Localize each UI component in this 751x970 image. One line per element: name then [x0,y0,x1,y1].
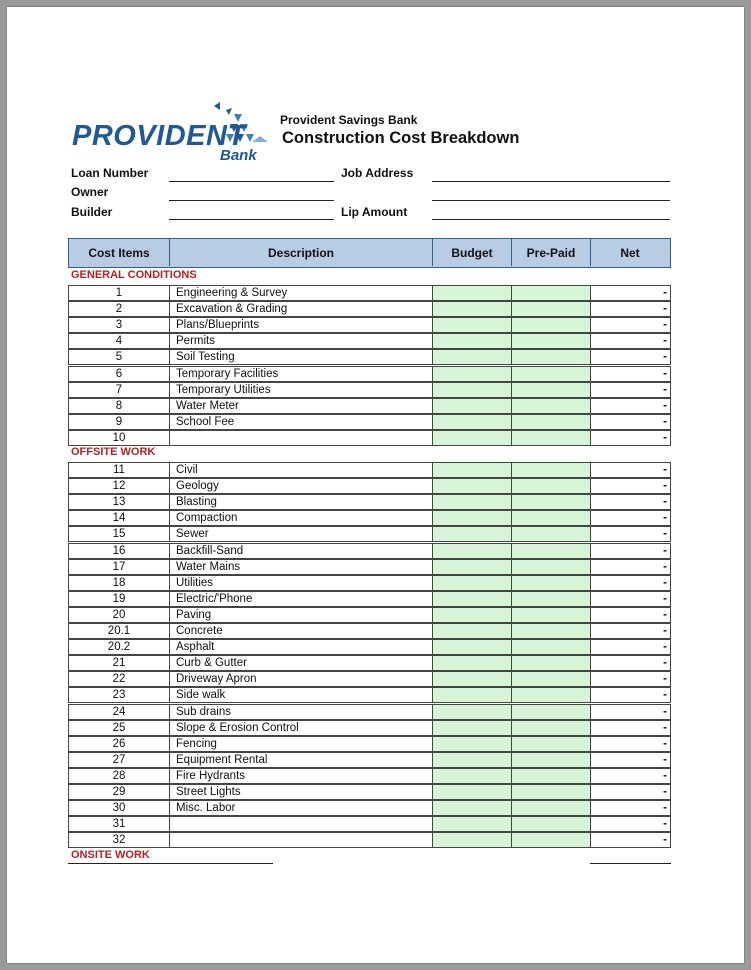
budget-cell[interactable] [432,462,511,478]
cost-item-description: Water Mains [169,559,432,575]
net-cell: - [590,317,671,333]
pre-paid-cell[interactable] [511,382,590,398]
budget-cell[interactable] [432,639,511,655]
net-cell: - [590,462,671,478]
pre-paid-cell[interactable] [511,349,590,365]
builder-field[interactable] [169,219,334,220]
onsite-work-underline [68,863,273,864]
cost-item-description: Civil [169,462,432,478]
pre-paid-cell[interactable] [511,623,590,639]
cost-item-number: 20.1 [68,623,169,639]
section-title: ONSITE WORK [71,849,150,861]
cost-item-number: 13 [68,494,169,510]
cost-item-number: 17 [68,559,169,575]
table-row [68,301,671,317]
cost-item-description: School Fee [169,414,432,430]
net-cell: - [590,366,671,382]
cost-item-description: Soil Testing [169,349,432,365]
table-row [68,736,671,752]
column-header-pre-paid: Pre-Paid [512,239,591,266]
cost-item-number: 20.2 [68,639,169,655]
table-row [68,575,671,591]
lip-amount-label: Lip Amount [341,205,408,219]
cost-item-description: Blasting [169,494,432,510]
budget-cell[interactable] [432,623,511,639]
cost-item-number: 31 [68,816,169,832]
table-row [68,462,671,478]
section-title: GENERAL CONDITIONS [71,269,197,281]
pre-paid-cell[interactable] [511,543,590,559]
cost-item-number: 23 [68,687,169,703]
table-row [68,382,671,398]
cost-item-description: Sewer [169,526,432,542]
table-row [68,639,671,655]
budget-cell[interactable] [432,301,511,317]
budget-cell[interactable] [432,784,511,800]
net-cell: - [590,478,671,494]
budget-cell[interactable] [432,671,511,687]
cost-item-description: Water Meter [169,398,432,414]
cost-item-number: 16 [68,543,169,559]
net-cell: - [590,655,671,671]
pre-paid-cell[interactable] [511,510,590,526]
net-cell: - [590,687,671,703]
cost-item-description: Electric/'Phone [169,591,432,607]
pre-paid-cell[interactable] [511,462,590,478]
document-page [7,7,744,963]
lip-amount-field[interactable] [432,219,670,220]
net-cell: - [590,414,671,430]
net-cell: - [590,816,671,832]
budget-cell[interactable] [432,559,511,575]
net-cell: - [590,494,671,510]
budget-cell[interactable] [432,687,511,703]
owner-label: Owner [71,185,109,199]
budget-cell[interactable] [432,510,511,526]
net-cell: - [590,752,671,768]
column-header-description: Description [170,239,433,266]
cost-item-description: Sub drains [169,704,432,720]
cost-item-number: 3 [68,317,169,333]
table-row [68,414,671,430]
net-cell: - [590,720,671,736]
cost-item-description: Plans/Blueprints [169,317,432,333]
pre-paid-cell[interactable] [511,301,590,317]
table-row [68,800,671,816]
table-row [68,655,671,671]
budget-cell[interactable] [432,285,511,301]
net-cell: - [590,543,671,559]
cost-item-description: Paving [169,607,432,623]
cost-item-number: 19 [68,591,169,607]
pre-paid-cell[interactable] [511,575,590,591]
budget-cell[interactable] [432,382,511,398]
pre-paid-cell[interactable] [511,559,590,575]
column-header-net: Net [620,245,640,260]
cost-item-description: Concrete [169,623,432,639]
cost-item-description: Excavation & Grading [169,301,432,317]
net-cell: - [590,671,671,687]
budget-cell[interactable] [432,317,511,333]
net-cell: - [590,430,671,446]
pre-paid-cell[interactable] [511,832,590,848]
cost-item-number: 11 [68,462,169,478]
table-row [68,591,671,607]
owner-field[interactable] [169,200,334,201]
pre-paid-cell[interactable] [511,591,590,607]
pre-paid-cell[interactable] [511,784,590,800]
pre-paid-cell[interactable] [511,430,590,446]
table-row [68,510,671,526]
cost-item-description: Compaction [169,510,432,526]
cost-item-description [169,832,432,848]
table-row [68,333,671,349]
pre-paid-cell[interactable] [511,704,590,720]
cost-item-description: Backfill-Sand [169,543,432,559]
table-row [68,768,671,784]
budget-cell[interactable] [432,333,511,349]
net-cell: - [590,510,671,526]
pre-paid-cell[interactable] [511,526,590,542]
pre-paid-cell[interactable] [511,671,590,687]
table-row [68,398,671,414]
cost-item-number: 14 [68,510,169,526]
cost-item-number: 6 [68,366,169,382]
column-header-cost-items: Cost Items [69,239,170,266]
cost-item-description: Driveway Apron [169,671,432,687]
net-cell: - [590,285,671,301]
cost-item-description: Geology [169,478,432,494]
pre-paid-cell[interactable] [511,333,590,349]
pre-paid-cell[interactable] [511,478,590,494]
pre-paid-cell[interactable] [511,752,590,768]
bank-name: Provident Savings Bank [280,113,418,127]
cost-item-number: 27 [68,752,169,768]
table-row [68,623,671,639]
cost-item-number: 30 [68,800,169,816]
cost-item-number: 18 [68,575,169,591]
pre-paid-cell[interactable] [511,398,590,414]
table-row [68,559,671,575]
cost-item-description [169,816,432,832]
loan-number-field[interactable] [169,181,334,182]
net-cell: - [590,591,671,607]
net-cell: - [590,800,671,816]
pre-paid-cell[interactable] [511,639,590,655]
cost-item-description: Misc. Labor [169,800,432,816]
pre-paid-cell[interactable] [511,607,590,623]
budget-cell[interactable] [432,398,511,414]
cost-item-number: 22 [68,671,169,687]
budget-cell[interactable] [432,478,511,494]
net-cell: - [590,639,671,655]
cost-item-number: 24 [68,704,169,720]
cost-item-number: 7 [68,382,169,398]
budget-cell[interactable] [432,720,511,736]
cost-item-number: 15 [68,526,169,542]
cost-item-number: 10 [68,430,169,446]
table-row [68,478,671,494]
cost-item-number: 4 [68,333,169,349]
table-row [68,704,671,720]
cost-item-description: Utilities [169,575,432,591]
net-cell: - [590,736,671,752]
pre-paid-cell[interactable] [511,317,590,333]
pre-paid-cell[interactable] [511,414,590,430]
net-cell: - [590,768,671,784]
table-row [68,526,671,542]
cost-item-number: 12 [68,478,169,494]
table-row [68,720,671,736]
section-title: OFFSITE WORK [71,446,156,458]
net-cell: - [590,301,671,317]
pre-paid-cell[interactable] [511,494,590,510]
budget-cell[interactable] [432,543,511,559]
budget-cell[interactable] [432,575,511,591]
net-cell: - [590,559,671,575]
cost-item-description: Fire Hydrants [169,768,432,784]
budget-cell[interactable] [432,768,511,784]
table-row [68,687,671,703]
table-row [68,494,671,510]
logo-subtext: Bank [220,147,257,164]
budget-cell[interactable] [432,591,511,607]
pre-paid-cell[interactable] [511,655,590,671]
pre-paid-cell[interactable] [511,687,590,703]
budget-cell[interactable] [432,832,511,848]
job-address-field[interactable] [432,181,670,182]
table-row [68,285,671,301]
budget-cell[interactable] [432,349,511,365]
net-cell: - [590,382,671,398]
budget-cell[interactable] [432,607,511,623]
pre-paid-cell[interactable] [511,816,590,832]
cost-item-number: 5 [68,349,169,365]
pre-paid-cell[interactable] [511,720,590,736]
budget-cell[interactable] [432,816,511,832]
net-cell: - [590,575,671,591]
budget-cell[interactable] [432,366,511,382]
cost-item-number: 21 [68,655,169,671]
cost-item-number: 32 [68,832,169,848]
cost-item-number: 8 [68,398,169,414]
cost-item-description: Asphalt [169,639,432,655]
budget-cell[interactable] [432,736,511,752]
table-row [68,430,671,446]
table-row [68,816,671,832]
net-cell: - [590,349,671,365]
table-row [68,671,671,687]
cost-item-number: 9 [68,414,169,430]
net-cell: - [590,704,671,720]
net-cell: - [590,832,671,848]
cost-item-number: 29 [68,784,169,800]
net-cell: - [590,607,671,623]
table-row [68,784,671,800]
pre-paid-cell[interactable] [511,768,590,784]
cost-item-description: Engineering & Survey [169,285,432,301]
budget-cell[interactable] [432,655,511,671]
cost-item-description: Permits [169,333,432,349]
cost-item-description: Street Lights [169,784,432,800]
cost-item-number: 26 [68,736,169,752]
job-address-field-line-2[interactable] [432,200,670,201]
budget-cell[interactable] [432,800,511,816]
table-row [68,607,671,623]
budget-cell[interactable] [432,752,511,768]
table-row [68,832,671,848]
logo-wordmark: PROVIDENT [72,120,246,152]
loan-number-label: Loan Number [71,166,149,180]
job-address-label: Job Address [341,166,414,180]
table-row [68,543,671,559]
cost-item-number: 1 [68,285,169,301]
table-header [68,238,671,268]
cost-item-description: Temporary Utilities [169,382,432,398]
cost-item-description: Side walk [169,687,432,703]
cost-item-number: 20 [68,607,169,623]
budget-cell[interactable] [432,526,511,542]
cost-item-number: 25 [68,720,169,736]
cost-item-description: Slope & Erosion Control [169,720,432,736]
budget-cell[interactable] [432,414,511,430]
cost-item-number: 28 [68,768,169,784]
cost-item-number: 2 [68,301,169,317]
net-cell: - [590,784,671,800]
column-header-budget: Budget [433,239,512,266]
cost-item-description: Curb & Gutter [169,655,432,671]
budget-cell[interactable] [432,494,511,510]
cost-item-description: Equipment Rental [169,752,432,768]
net-cell: - [590,398,671,414]
cost-item-description [169,430,432,446]
provident-bank-logo [72,102,282,172]
cost-item-description: Temporary Facilities [169,366,432,382]
budget-cell[interactable] [432,704,511,720]
page-title: Construction Cost Breakdown [282,129,520,147]
net-cell: - [590,333,671,349]
net-cell: - [590,526,671,542]
builder-label: Builder [71,205,113,219]
budget-cell[interactable] [432,430,511,446]
pre-paid-cell[interactable] [511,285,590,301]
pre-paid-cell[interactable] [511,736,590,752]
table-row [68,349,671,365]
table-row [68,317,671,333]
table-row [68,752,671,768]
table-row [68,366,671,382]
pre-paid-cell[interactable] [511,800,590,816]
pre-paid-cell[interactable] [511,366,590,382]
net-cell: - [590,623,671,639]
cost-item-description: Fencing [169,736,432,752]
onsite-net-underline [590,863,671,864]
